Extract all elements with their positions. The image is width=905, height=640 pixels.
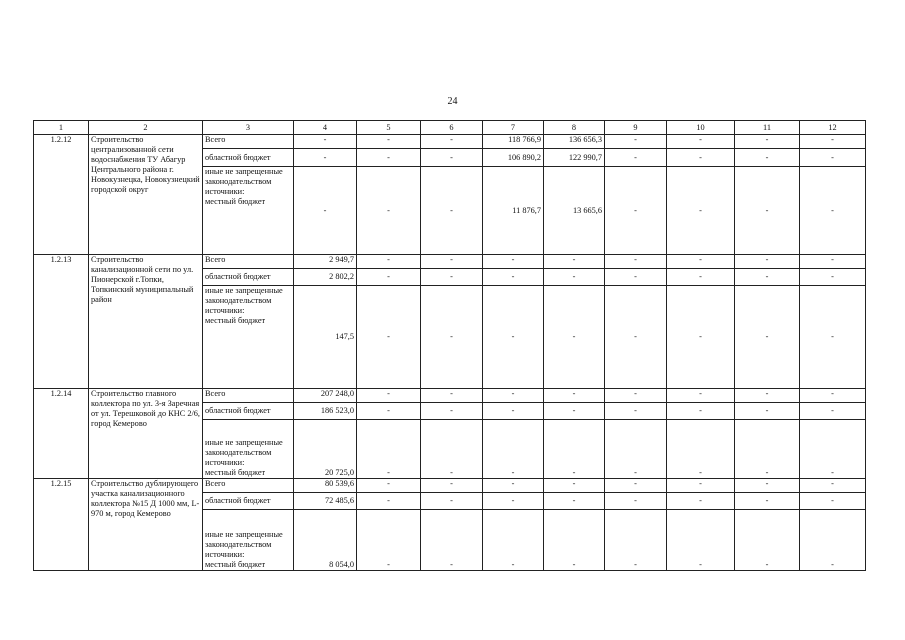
value-cell: -	[735, 493, 800, 510]
value-cell: -	[357, 403, 421, 420]
value-cell: -	[421, 493, 483, 510]
value-cell: -	[544, 403, 605, 420]
header-cell: 2	[89, 121, 203, 135]
value-cell: -	[605, 510, 667, 571]
value-cell: -	[735, 269, 800, 286]
item-name: Строительство канализационной сети по ул. Пионерской г.Топки, Топкинский муниципальный район	[89, 255, 203, 389]
value-cell: 2 802,2	[294, 269, 357, 286]
source-label	[203, 510, 294, 571]
value-cell: -	[294, 149, 357, 167]
item-name: Строительство централизованной сети водоснабжения ТУ Абагур Центрального района г. Новокузнецка, Новокузнецкий городской округ	[89, 135, 203, 255]
value-cell: -	[605, 389, 667, 403]
value-cell: 11 876,7	[483, 167, 544, 255]
value-cell: -	[667, 149, 735, 167]
value-cell: -	[667, 167, 735, 255]
source-label: Всего	[203, 135, 294, 149]
header-cell: 6	[421, 121, 483, 135]
source-label: областной бюджет	[203, 149, 294, 167]
local-budget-label: местный бюджет	[205, 197, 266, 206]
other-sources-label: иные не запрещенные законодательством источники:	[205, 530, 283, 559]
value-cell: -	[421, 269, 483, 286]
value-cell: -	[667, 286, 735, 389]
other-sources-label: иные не запрещенные законодательством источники:	[205, 286, 283, 315]
value-cell: -	[357, 269, 421, 286]
value-cell: -	[421, 389, 483, 403]
header-cell: 9	[605, 121, 667, 135]
value-cell: -	[421, 149, 483, 167]
value-cell: 122 990,7	[544, 149, 605, 167]
value-cell: -	[483, 420, 544, 479]
value-cell: -	[421, 403, 483, 420]
value-cell: 186 523,0	[294, 403, 357, 420]
value-cell: 13 665,6	[544, 167, 605, 255]
value-cell: -	[800, 420, 866, 479]
value-cell: -	[605, 167, 667, 255]
value-cell: -	[357, 255, 421, 269]
value-cell: 106 890,2	[483, 149, 544, 167]
value-cell: -	[483, 389, 544, 403]
value-cell: -	[357, 479, 421, 493]
value-cell: -	[667, 135, 735, 149]
value-cell: -	[483, 286, 544, 389]
value-cell: -	[483, 269, 544, 286]
header-cell: 5	[357, 121, 421, 135]
value-cell: -	[421, 167, 483, 255]
header-cell: 12	[800, 121, 866, 135]
value-cell: -	[800, 149, 866, 167]
value-cell: -	[544, 510, 605, 571]
source-label: Всего	[203, 389, 294, 403]
value-cell: -	[357, 135, 421, 149]
value-cell: -	[605, 420, 667, 479]
value-cell: -	[800, 135, 866, 149]
value-cell: -	[667, 255, 735, 269]
value-cell: -	[421, 255, 483, 269]
budget-table	[33, 120, 866, 571]
value-cell: -	[605, 135, 667, 149]
local-budget-label: местный бюджет	[205, 560, 266, 569]
value-cell: -	[605, 286, 667, 389]
value-cell: -	[800, 403, 866, 420]
value-cell: -	[735, 167, 800, 255]
source-label	[203, 286, 294, 389]
value-cell: -	[735, 420, 800, 479]
header-cell: 3	[203, 121, 294, 135]
source-label: Всего	[203, 255, 294, 269]
value-cell: -	[421, 286, 483, 389]
source-label: Всего	[203, 479, 294, 493]
value-cell: -	[667, 403, 735, 420]
table-row	[34, 479, 866, 493]
local-budget-label: местный бюджет	[205, 316, 266, 325]
value-cell: -	[667, 420, 735, 479]
value-cell: -	[735, 403, 800, 420]
source-label: областной бюджет	[203, 403, 294, 420]
value-cell: -	[800, 493, 866, 510]
value-cell: -	[735, 286, 800, 389]
value-cell: 147,5	[294, 286, 357, 389]
value-cell: -	[667, 389, 735, 403]
item-name: Строительство дублирующего участка канализационного коллектора №15 Д 1000 мм, L-970 м, город Кемерово	[89, 479, 203, 571]
value-cell: -	[544, 479, 605, 493]
value-cell: -	[294, 167, 357, 255]
value-cell: -	[357, 420, 421, 479]
value-cell: -	[800, 167, 866, 255]
value-cell: -	[544, 255, 605, 269]
value-cell: -	[357, 149, 421, 167]
value-cell: -	[605, 149, 667, 167]
value-cell: -	[735, 255, 800, 269]
value-cell: 8 054,0	[294, 510, 357, 571]
value-cell: -	[605, 269, 667, 286]
local-budget-label: местный бюджет	[205, 468, 266, 477]
value-cell: -	[421, 420, 483, 479]
value-cell: -	[800, 479, 866, 493]
value-cell: -	[735, 389, 800, 403]
value-cell: 118 766,9	[483, 135, 544, 149]
other-sources-label: иные не запрещенные законодательством источники:	[205, 438, 283, 467]
value-cell: -	[294, 135, 357, 149]
item-name: Строительство главного коллектора по ул. 3-я Заречная от ул. Терешковой до КНС 2/6, город Кемерово	[89, 389, 203, 479]
header-cell: 1	[34, 121, 89, 135]
value-cell: -	[605, 255, 667, 269]
value-cell: 20 725,0	[294, 420, 357, 479]
value-cell: -	[735, 149, 800, 167]
table-row	[34, 389, 866, 403]
value-cell: -	[800, 269, 866, 286]
value-cell: -	[544, 493, 605, 510]
value-cell: 72 485,6	[294, 493, 357, 510]
page-number: 24	[447, 96, 458, 107]
value-cell: -	[735, 479, 800, 493]
value-cell: -	[483, 403, 544, 420]
source-label	[203, 420, 294, 479]
value-cell: -	[544, 420, 605, 479]
value-cell: -	[544, 286, 605, 389]
header-row	[34, 121, 866, 135]
value-cell: -	[605, 403, 667, 420]
source-label	[203, 167, 294, 255]
item-code: 1.2.14	[34, 389, 89, 479]
value-cell: -	[735, 135, 800, 149]
value-cell: -	[605, 479, 667, 493]
value-cell: -	[800, 510, 866, 571]
header-cell: 11	[735, 121, 800, 135]
value-cell: -	[421, 510, 483, 571]
value-cell: -	[421, 479, 483, 493]
value-cell: -	[667, 493, 735, 510]
value-cell: 80 539,6	[294, 479, 357, 493]
value-cell: -	[357, 493, 421, 510]
value-cell: -	[667, 510, 735, 571]
value-cell: -	[483, 510, 544, 571]
value-cell: -	[605, 493, 667, 510]
value-cell: -	[800, 255, 866, 269]
value-cell: 207 248,0	[294, 389, 357, 403]
value-cell: -	[544, 389, 605, 403]
item-code: 1.2.15	[34, 479, 89, 571]
value-cell: -	[357, 510, 421, 571]
header-cell: 4	[294, 121, 357, 135]
value-cell: -	[667, 269, 735, 286]
header-cell: 7	[483, 121, 544, 135]
item-code: 1.2.12	[34, 135, 89, 255]
value-cell: -	[483, 479, 544, 493]
value-cell: -	[357, 167, 421, 255]
header-cell: 8	[544, 121, 605, 135]
other-sources-label: иные не запрещенные законодательством источники:	[205, 167, 283, 196]
source-label: областной бюджет	[203, 493, 294, 510]
value-cell: -	[667, 479, 735, 493]
value-cell: -	[800, 286, 866, 389]
value-cell: -	[800, 389, 866, 403]
table-row	[34, 135, 866, 149]
source-label: областной бюджет	[203, 269, 294, 286]
value-cell: -	[735, 510, 800, 571]
value-cell: -	[421, 135, 483, 149]
value-cell: 2 949,7	[294, 255, 357, 269]
item-code: 1.2.13	[34, 255, 89, 389]
value-cell: -	[483, 493, 544, 510]
value-cell: -	[357, 286, 421, 389]
value-cell: 136 656,3	[544, 135, 605, 149]
value-cell: -	[544, 269, 605, 286]
value-cell: -	[483, 255, 544, 269]
header-cell: 10	[667, 121, 735, 135]
value-cell: -	[357, 389, 421, 403]
table-row	[34, 255, 866, 269]
